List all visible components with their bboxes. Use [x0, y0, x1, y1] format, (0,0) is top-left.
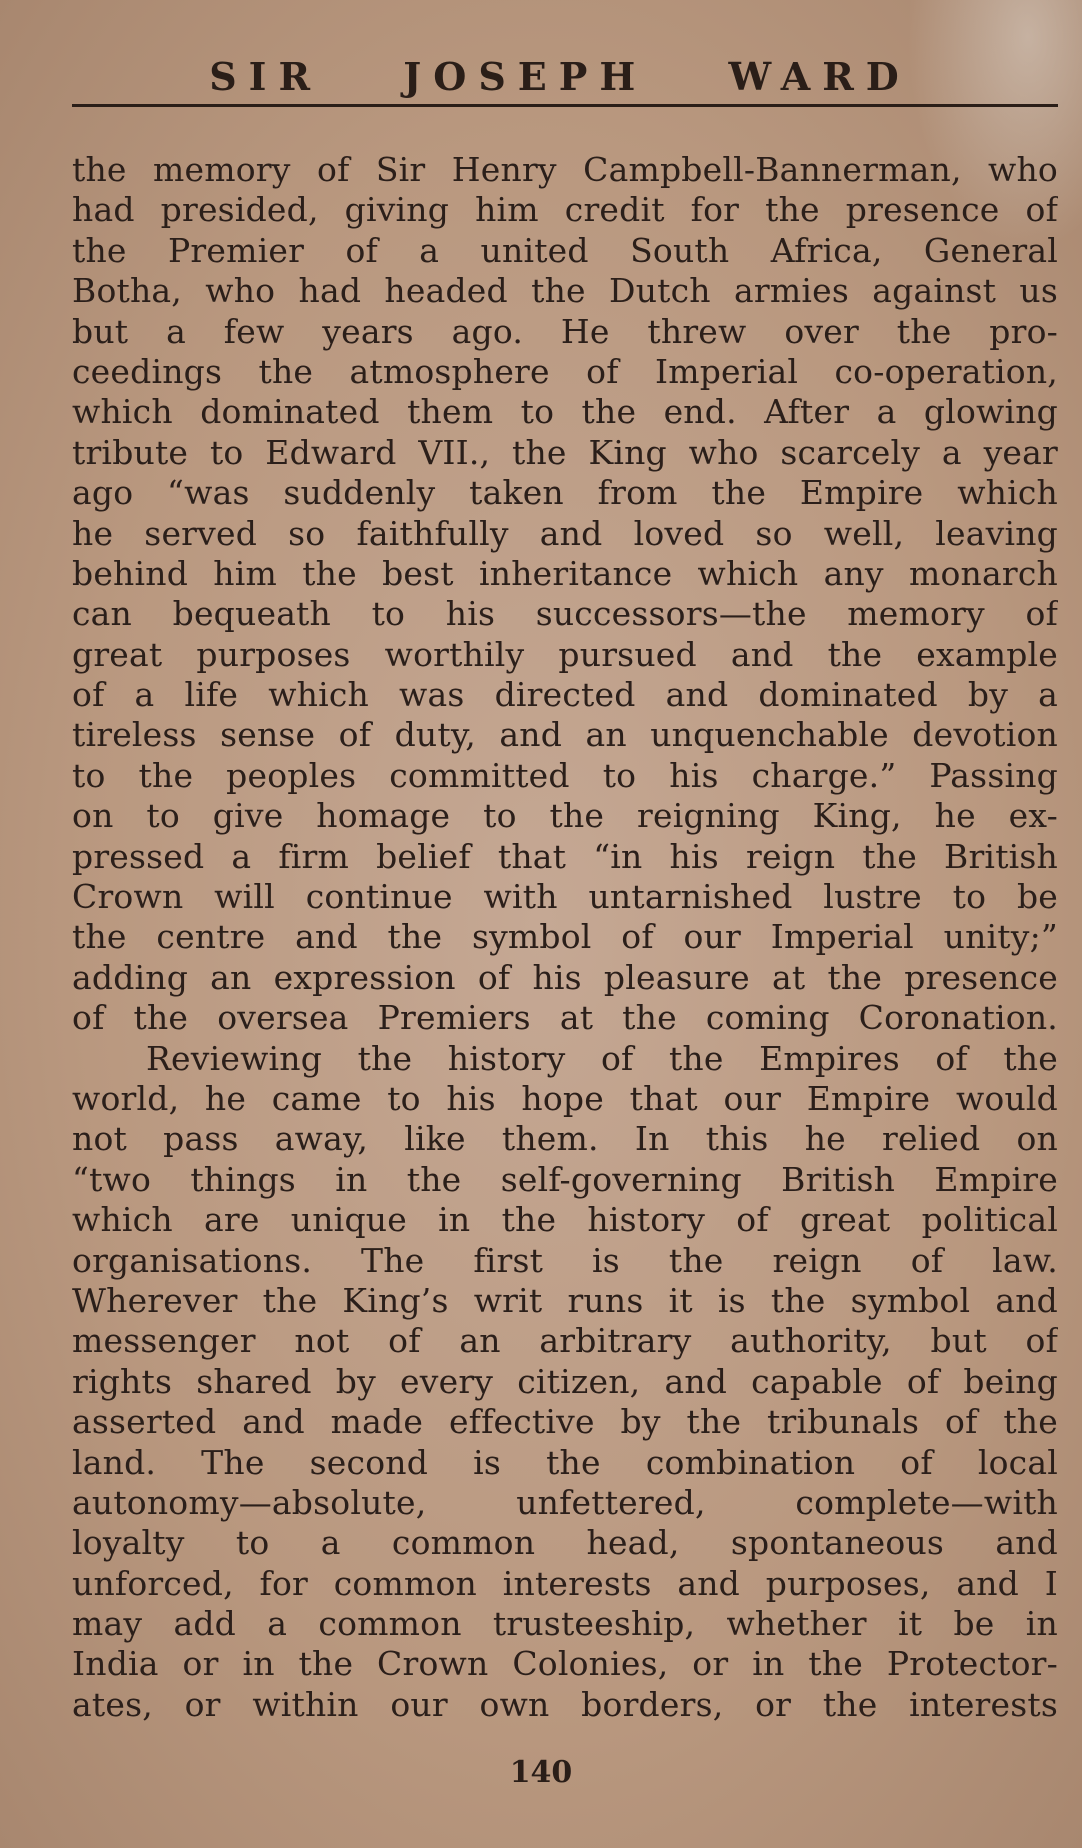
text-line: Crown will continue with untarnished lustre to be	[72, 877, 1058, 917]
text-line: tribute to Edward VII., the King who scarcely a year	[72, 432, 1058, 472]
text-line: not pass away, like them. In this he relied on	[72, 1119, 1058, 1159]
text-line: ceedings the atmosphere of Imperial co-operation,	[72, 351, 1058, 391]
text-line: loyalty to a common head, spontaneous and	[72, 1523, 1058, 1563]
text-line: may add a common trusteeship, whether it be in	[72, 1604, 1058, 1644]
text-line: world, he came to his hope that our Empire would	[72, 1078, 1058, 1118]
text-line: to the peoples committed to his charge.” Passing	[72, 755, 1058, 795]
text-line: land. The second is the combination of local	[72, 1442, 1058, 1482]
text-line: ago “was suddenly taken from the Empire which	[72, 473, 1058, 513]
text-line: autonomy—absolute, unfettered, complete—with	[72, 1482, 1058, 1522]
text-line: the centre and the symbol of our Imperial unity;”	[72, 917, 1058, 957]
text-line-paragraph-start: Reviewing the history of the Empires of the	[146, 1038, 1058, 1078]
text-line: asserted and made effective by the tribunals of the	[72, 1402, 1058, 1442]
running-head-word: JOSEPH	[403, 54, 648, 99]
text-line: organisations. The first is the reign of law.	[72, 1240, 1058, 1280]
body-text	[72, 150, 1058, 1725]
text-line: unforced, for common interests and purposes, and I	[72, 1563, 1058, 1603]
running-head	[70, 54, 1050, 99]
text-line: had presided, giving him credit for the presence of	[72, 190, 1058, 230]
running-head-word: WARD	[728, 54, 911, 99]
text-line: Botha, who had headed the Dutch armies against us	[72, 271, 1058, 311]
text-line: which are unique in the history of great political	[72, 1200, 1058, 1240]
text-line: India or in the Crown Colonies, or in the Protector-	[72, 1644, 1058, 1684]
text-line: ates, or within our own borders, or the interests	[72, 1684, 1058, 1724]
text-line: great purposes worthily pursued and the example	[72, 634, 1058, 674]
text-line: the Premier of a united South Africa, General	[72, 230, 1058, 270]
text-line: tireless sense of duty, and an unquenchable devotion	[72, 715, 1058, 755]
text-line: behind him the best inheritance which any monarch	[72, 553, 1058, 593]
running-head-word: SIR	[209, 54, 323, 99]
text-line: rights shared by every citizen, and capable of being	[72, 1361, 1058, 1401]
text-line: can bequeath to his successors—the memory of	[72, 594, 1058, 634]
header-rule	[72, 104, 1058, 107]
text-line: which dominated them to the end. After a glowing	[72, 392, 1058, 432]
text-line: adding an expression of his pleasure at the presence	[72, 957, 1058, 997]
text-line: of a life which was directed and dominated by a	[72, 675, 1058, 715]
text-line: he served so faithfully and loved so well, leaving	[72, 513, 1058, 553]
page-number: 140	[509, 1755, 573, 1790]
text-line: of the oversea Premiers at the coming Coronation.	[72, 998, 1058, 1038]
text-line: the memory of Sir Henry Campbell-Bannerman, who	[72, 150, 1058, 189]
text-line: “two things in the self-governing British Empire	[72, 1159, 1058, 1199]
text-line: Wherever the King’s writ runs it is the symbol and	[72, 1280, 1058, 1320]
text-line: but a few years ago. He threw over the pro-	[72, 311, 1058, 351]
text-line: on to give homage to the reigning King, he ex-	[72, 796, 1058, 836]
text-line: pressed a firm belief that “in his reign the British	[72, 836, 1058, 876]
text-line: messenger not of an arbitrary authority, but of	[72, 1321, 1058, 1361]
